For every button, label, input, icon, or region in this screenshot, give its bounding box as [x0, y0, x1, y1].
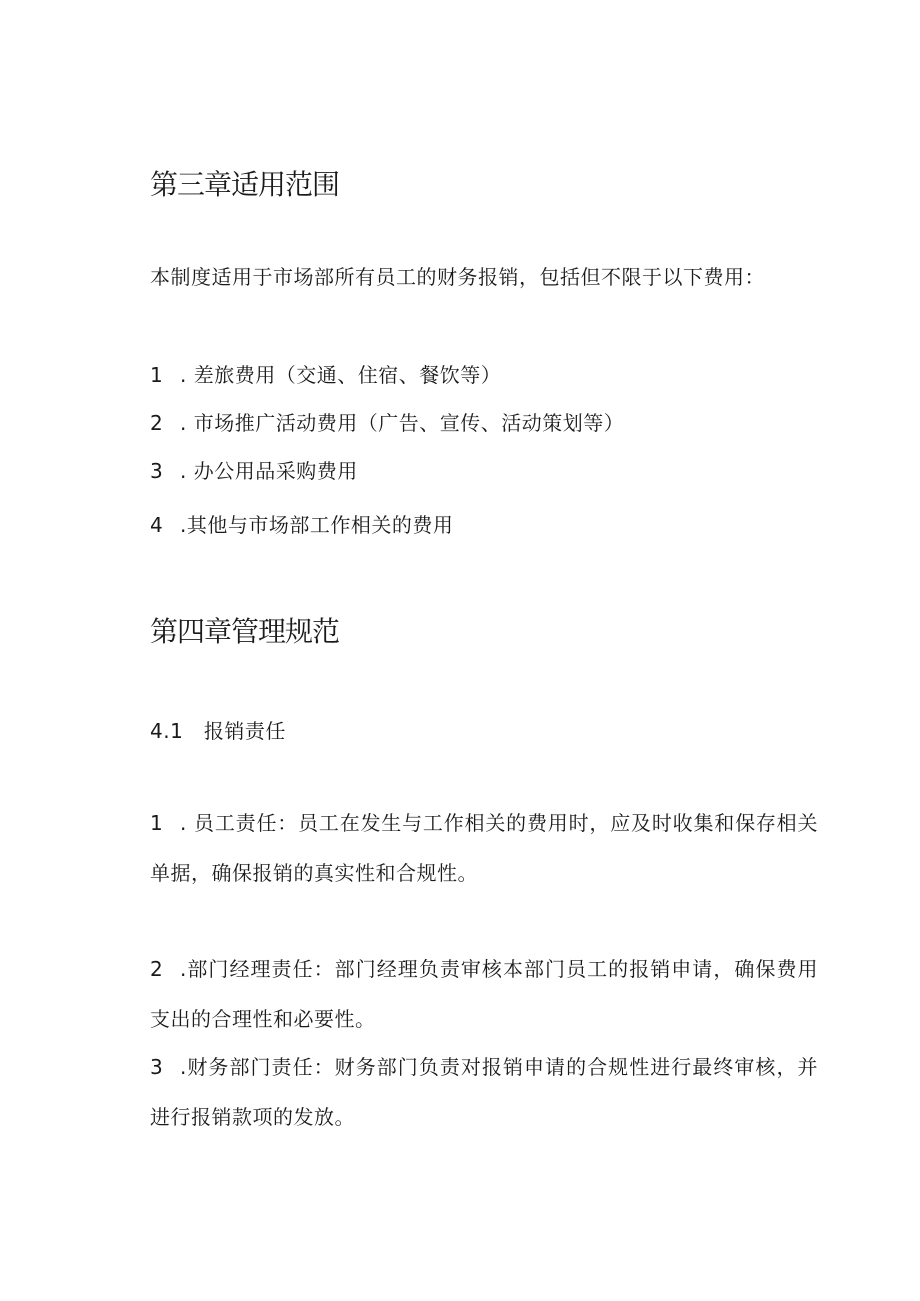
list-item	[150, 456, 358, 486]
paragraph-text: .部门经理责任：部门经理负责审核本部门员工的报销申请，确保费用支出的合理性和必要性。	[150, 957, 818, 1031]
paragraph-text: .财务部门责任：财务部门负责对报销申请的合规性进行最终审核，并进行报销款项的发放。	[150, 1055, 818, 1129]
list-item-text: .其他与市场部工作相关的费用	[180, 513, 454, 537]
section-title: 报销责任	[203, 719, 286, 743]
paragraph-number: 1	[150, 811, 164, 835]
section-number: 4.1	[150, 719, 184, 743]
paragraph-text: . 员工责任：员工在发生与工作相关的费用时，应及时收集和保存相关单据，确保报销的真实性和合规性。	[150, 811, 818, 885]
section-heading	[150, 716, 286, 746]
responsibility-paragraph	[150, 798, 818, 898]
paragraph-number: 3	[150, 1055, 164, 1079]
list-item-text: . 市场推广活动费用（广告、宣传、活动策划等）	[180, 411, 625, 435]
list-item	[150, 408, 624, 438]
chapter3-intro: 本制度适用于市场部所有员工的财务报销，包括但不限于以下费用：	[150, 265, 765, 289]
chapter4-heading: 第四章管理规范	[150, 615, 340, 648]
chapter3-heading: 第三章适用范围	[150, 168, 340, 201]
list-item-text: . 差旅费用（交通、住宿、餐饮等）	[180, 363, 502, 387]
list-item-number: 1	[150, 363, 164, 387]
list-item-number: 2	[150, 411, 164, 435]
list-item-number: 4	[150, 513, 164, 537]
list-item	[150, 360, 501, 390]
list-item-number: 3	[150, 459, 164, 483]
list-item	[150, 510, 453, 540]
paragraph-number: 2	[150, 957, 164, 981]
responsibility-paragraph	[150, 1042, 818, 1142]
list-item-text: . 办公用品采购费用	[180, 459, 358, 483]
responsibility-paragraph	[150, 944, 818, 1044]
